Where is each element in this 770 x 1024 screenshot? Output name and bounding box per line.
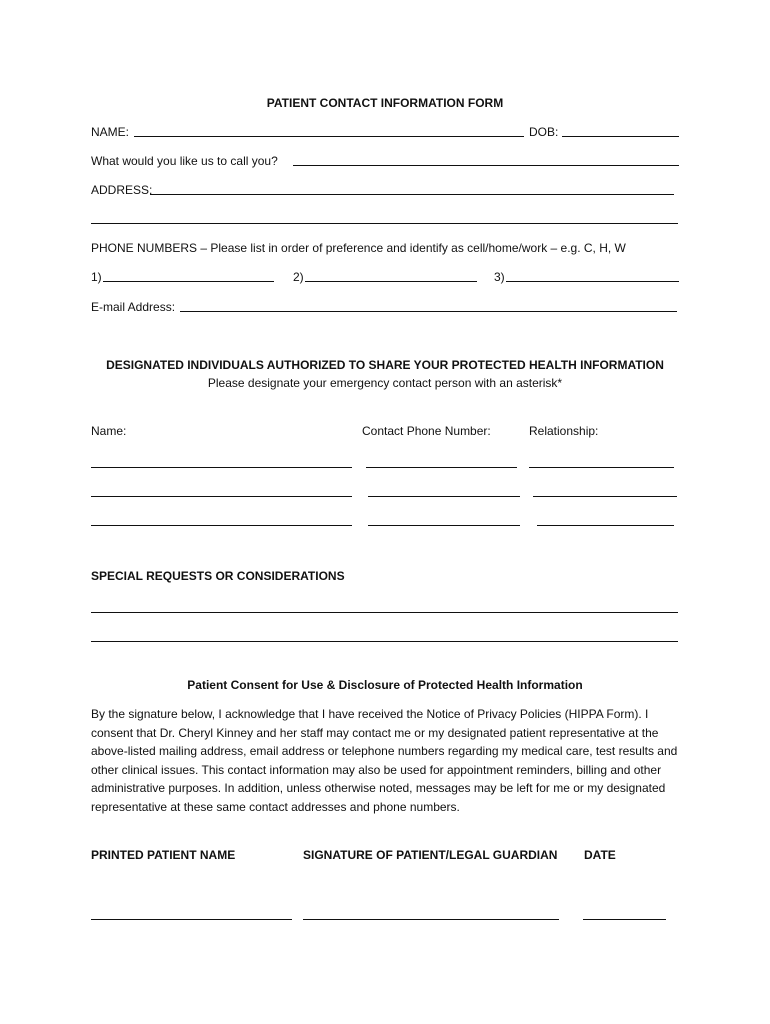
consent-body: By the signature below, I acknowledge that I have received the Notice of Privacy Policies (HIPPA Form). I consent that Dr. Cheryl Kinney and her staff may contact me or my designated patient representative at the above-listed mailing address, email address or telephone numbers regarding my medical care, test results and other clinical issues. This contact information may also be used for appointment reminders, billing and other administrative purposes. In addition, unless otherwise noted, messages may be left for me or my designated representative at these same contact addresses and phone numbers. <box>91 707 678 814</box>
special-requests-heading: SPECIAL REQUESTS OR CONSIDERATIONS <box>91 569 345 583</box>
address-field-line-2[interactable] <box>91 223 678 224</box>
phone-3-label: 3) <box>494 270 505 284</box>
signature-field[interactable] <box>303 919 559 920</box>
call-you-label: What would you like us to call you? <box>91 154 278 168</box>
printed-name-label: PRINTED PATIENT NAME <box>91 848 236 862</box>
date-label: DATE <box>584 848 616 862</box>
designated-1-name-field[interactable] <box>91 467 352 468</box>
designated-2-relationship-field[interactable] <box>533 496 677 497</box>
designated-3-relationship-field[interactable] <box>537 525 674 526</box>
phone-numbers-label: PHONE NUMBERS – Please list in order of preference and identify as cell/home/work – e.g. C, H, W <box>91 241 626 255</box>
designated-phone-header: Contact Phone Number: <box>362 424 491 438</box>
designated-1-relationship-field[interactable] <box>529 467 674 468</box>
consent-heading: Patient Consent for Use & Disclosure of Protected Health Information <box>187 678 583 692</box>
designated-1-phone-field[interactable] <box>366 467 517 468</box>
call-you-field[interactable] <box>293 165 679 166</box>
phone-2-label: 2) <box>293 270 304 284</box>
special-requests-field-line-2[interactable] <box>91 641 678 642</box>
signature-label: SIGNATURE OF PATIENT/LEGAL GUARDIAN <box>303 848 558 862</box>
phone-1-label: 1) <box>91 270 102 284</box>
dob-field[interactable] <box>562 136 679 137</box>
designated-subheading: Please designate your emergency contact person with an asterisk* <box>207 376 563 390</box>
name-label: NAME: <box>91 125 130 139</box>
designated-relationship-header: Relationship: <box>529 424 599 438</box>
designated-name-header: Name: <box>91 424 127 438</box>
designated-2-name-field[interactable] <box>91 496 352 497</box>
phone-3-field[interactable] <box>506 281 679 282</box>
date-field[interactable] <box>583 919 666 920</box>
printed-name-field[interactable] <box>91 919 292 920</box>
email-field[interactable] <box>180 311 677 312</box>
phone-2-field[interactable] <box>305 281 477 282</box>
email-label: E-mail Address: <box>91 300 176 314</box>
address-field-line-1[interactable] <box>150 194 674 195</box>
designated-heading: DESIGNATED INDIVIDUALS AUTHORIZED TO SHARE YOUR PROTECTED HEALTH INFORMATION <box>106 358 664 372</box>
address-label: ADDRESS: <box>91 183 153 197</box>
designated-3-phone-field[interactable] <box>368 525 520 526</box>
name-field[interactable] <box>134 136 524 137</box>
phone-1-field[interactable] <box>103 281 274 282</box>
special-requests-field-line-1[interactable] <box>91 612 678 613</box>
dob-label: DOB: <box>529 125 559 139</box>
form-title: PATIENT CONTACT INFORMATION FORM <box>266 96 504 110</box>
designated-2-phone-field[interactable] <box>368 496 520 497</box>
designated-3-name-field[interactable] <box>91 525 352 526</box>
